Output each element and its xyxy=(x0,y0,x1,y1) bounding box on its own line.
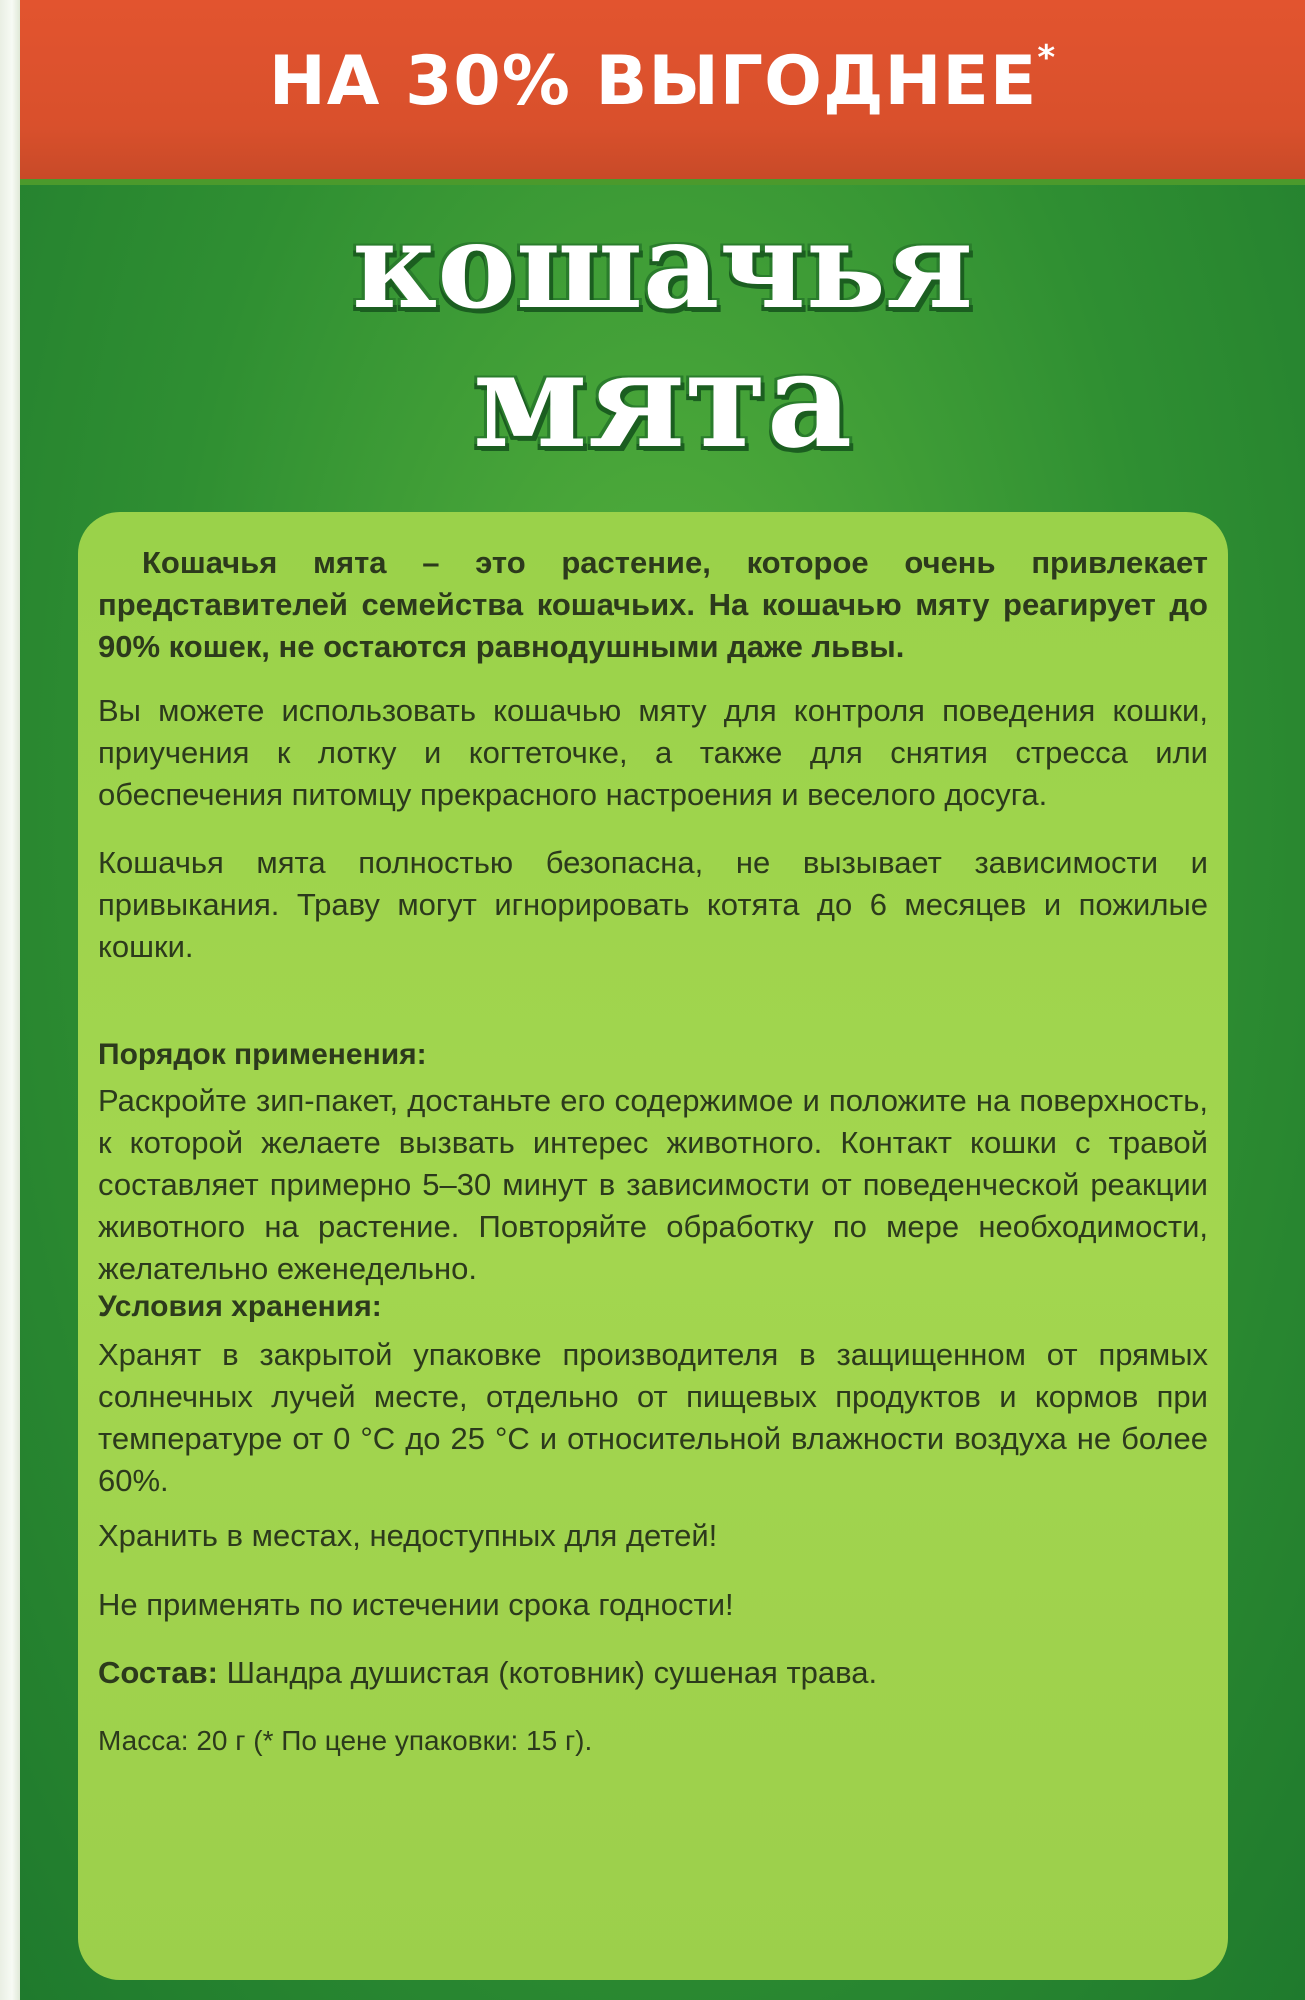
storage-text: Хранят в закрытой упаковке производителя в защищенном от прямых солнечных лучей месте, отдельно от пищевых продуктов и кормов при температуре от 0 °С до 25 °С и относительной влажности воздуха не более 60%. xyxy=(98,1337,1208,1498)
usage-benefits-paragraph: Вы можете использовать кошачью мяту для контроля поведения кошки, приучения к лотку и когтеточке, а также для снятия стресса или обеспечения питомцу прекрасного настроения и веселого досуга. xyxy=(98,693,1208,812)
composition-text: Шандра душистая (котовник) сушеная трава. xyxy=(217,1655,878,1690)
brand-line-1: кошачья xyxy=(352,196,973,335)
safety-paragraph: Кошачья мята полностью безопасна, не вызывает зависимости и привыкания. Траву могут игнорировать котята до 6 месяцев и пожилые кошки. xyxy=(98,845,1208,964)
composition-label: Состав: xyxy=(98,1655,218,1690)
usage-text: Раскройте зип-пакет, достаньте его содержимое и положите на поверхность, к которой желаете вызвать интерес животного. Контакт кошки с травой составляет примерно 5–30 минут в зависимости от поведенческой реакции животного на растение. Повторяйте обработку по мере необходимости, желательно еженедельно. xyxy=(98,1083,1208,1286)
composition-line xyxy=(98,1652,1208,1694)
promo-text xyxy=(20,38,1305,121)
usage-heading: Порядок применения: xyxy=(98,1038,427,1071)
promo-band xyxy=(20,0,1305,185)
storage-heading: Условия хранения: xyxy=(98,1290,382,1323)
children-warning: Хранить в местах, недоступных для детей! xyxy=(98,1518,718,1553)
mass-line: Масса: 20 г (* По цене упаковки: 15 г). xyxy=(98,1725,593,1756)
expiry-warning: Не применять по истечении срока годности! xyxy=(98,1587,734,1622)
intro-paragraph: Кошачья мята – это растение, которое очень привлекает представителей семейства кошачьих. На кошачью мяту реагирует до 90% кошек, не остаются равнодушными даже львы. xyxy=(98,545,1208,664)
brand-line-2: мята xyxy=(472,323,853,478)
info-panel xyxy=(78,512,1228,1980)
brand-logo xyxy=(20,195,1305,485)
promo-label: НА 30% ВЫГОДНЕЕ xyxy=(268,42,1038,121)
box-side-edge xyxy=(0,0,20,2000)
promo-asterisk: * xyxy=(1037,38,1057,78)
